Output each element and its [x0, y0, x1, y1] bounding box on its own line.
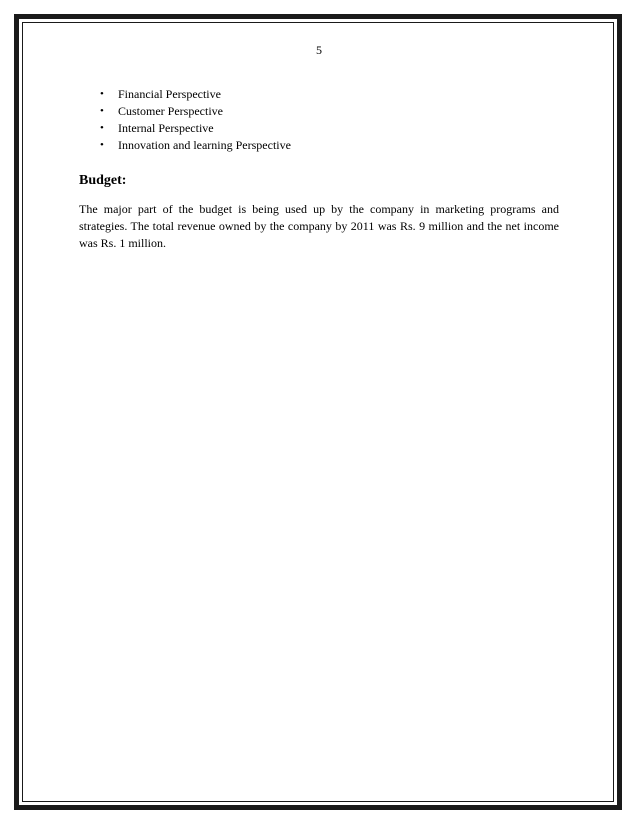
bullet-icon: •: [100, 105, 104, 117]
perspective-list: [78, 86, 291, 154]
page-number: 5: [316, 43, 322, 57]
list-item: [78, 103, 291, 120]
bullet-icon: •: [100, 122, 104, 134]
bullet-icon: •: [100, 139, 104, 151]
list-item-label: Innovation and learning Perspective: [118, 138, 291, 152]
budget-heading: Budget:: [79, 173, 127, 188]
bullet-icon: •: [100, 88, 104, 100]
list-item-label: Financial Perspective: [118, 87, 221, 101]
list-item: [78, 120, 291, 137]
list-item-label: Customer Perspective: [118, 104, 223, 118]
list-item: [78, 86, 291, 103]
budget-paragraph: The major part of the budget is being used up by the company in marketing programs and strategies. The total revenue owned by the company by 2011 was Rs. 9 million and the net income was Rs. 1 million.: [79, 202, 559, 250]
list-item-label: Internal Perspective: [118, 121, 214, 135]
list-item: [78, 137, 291, 154]
